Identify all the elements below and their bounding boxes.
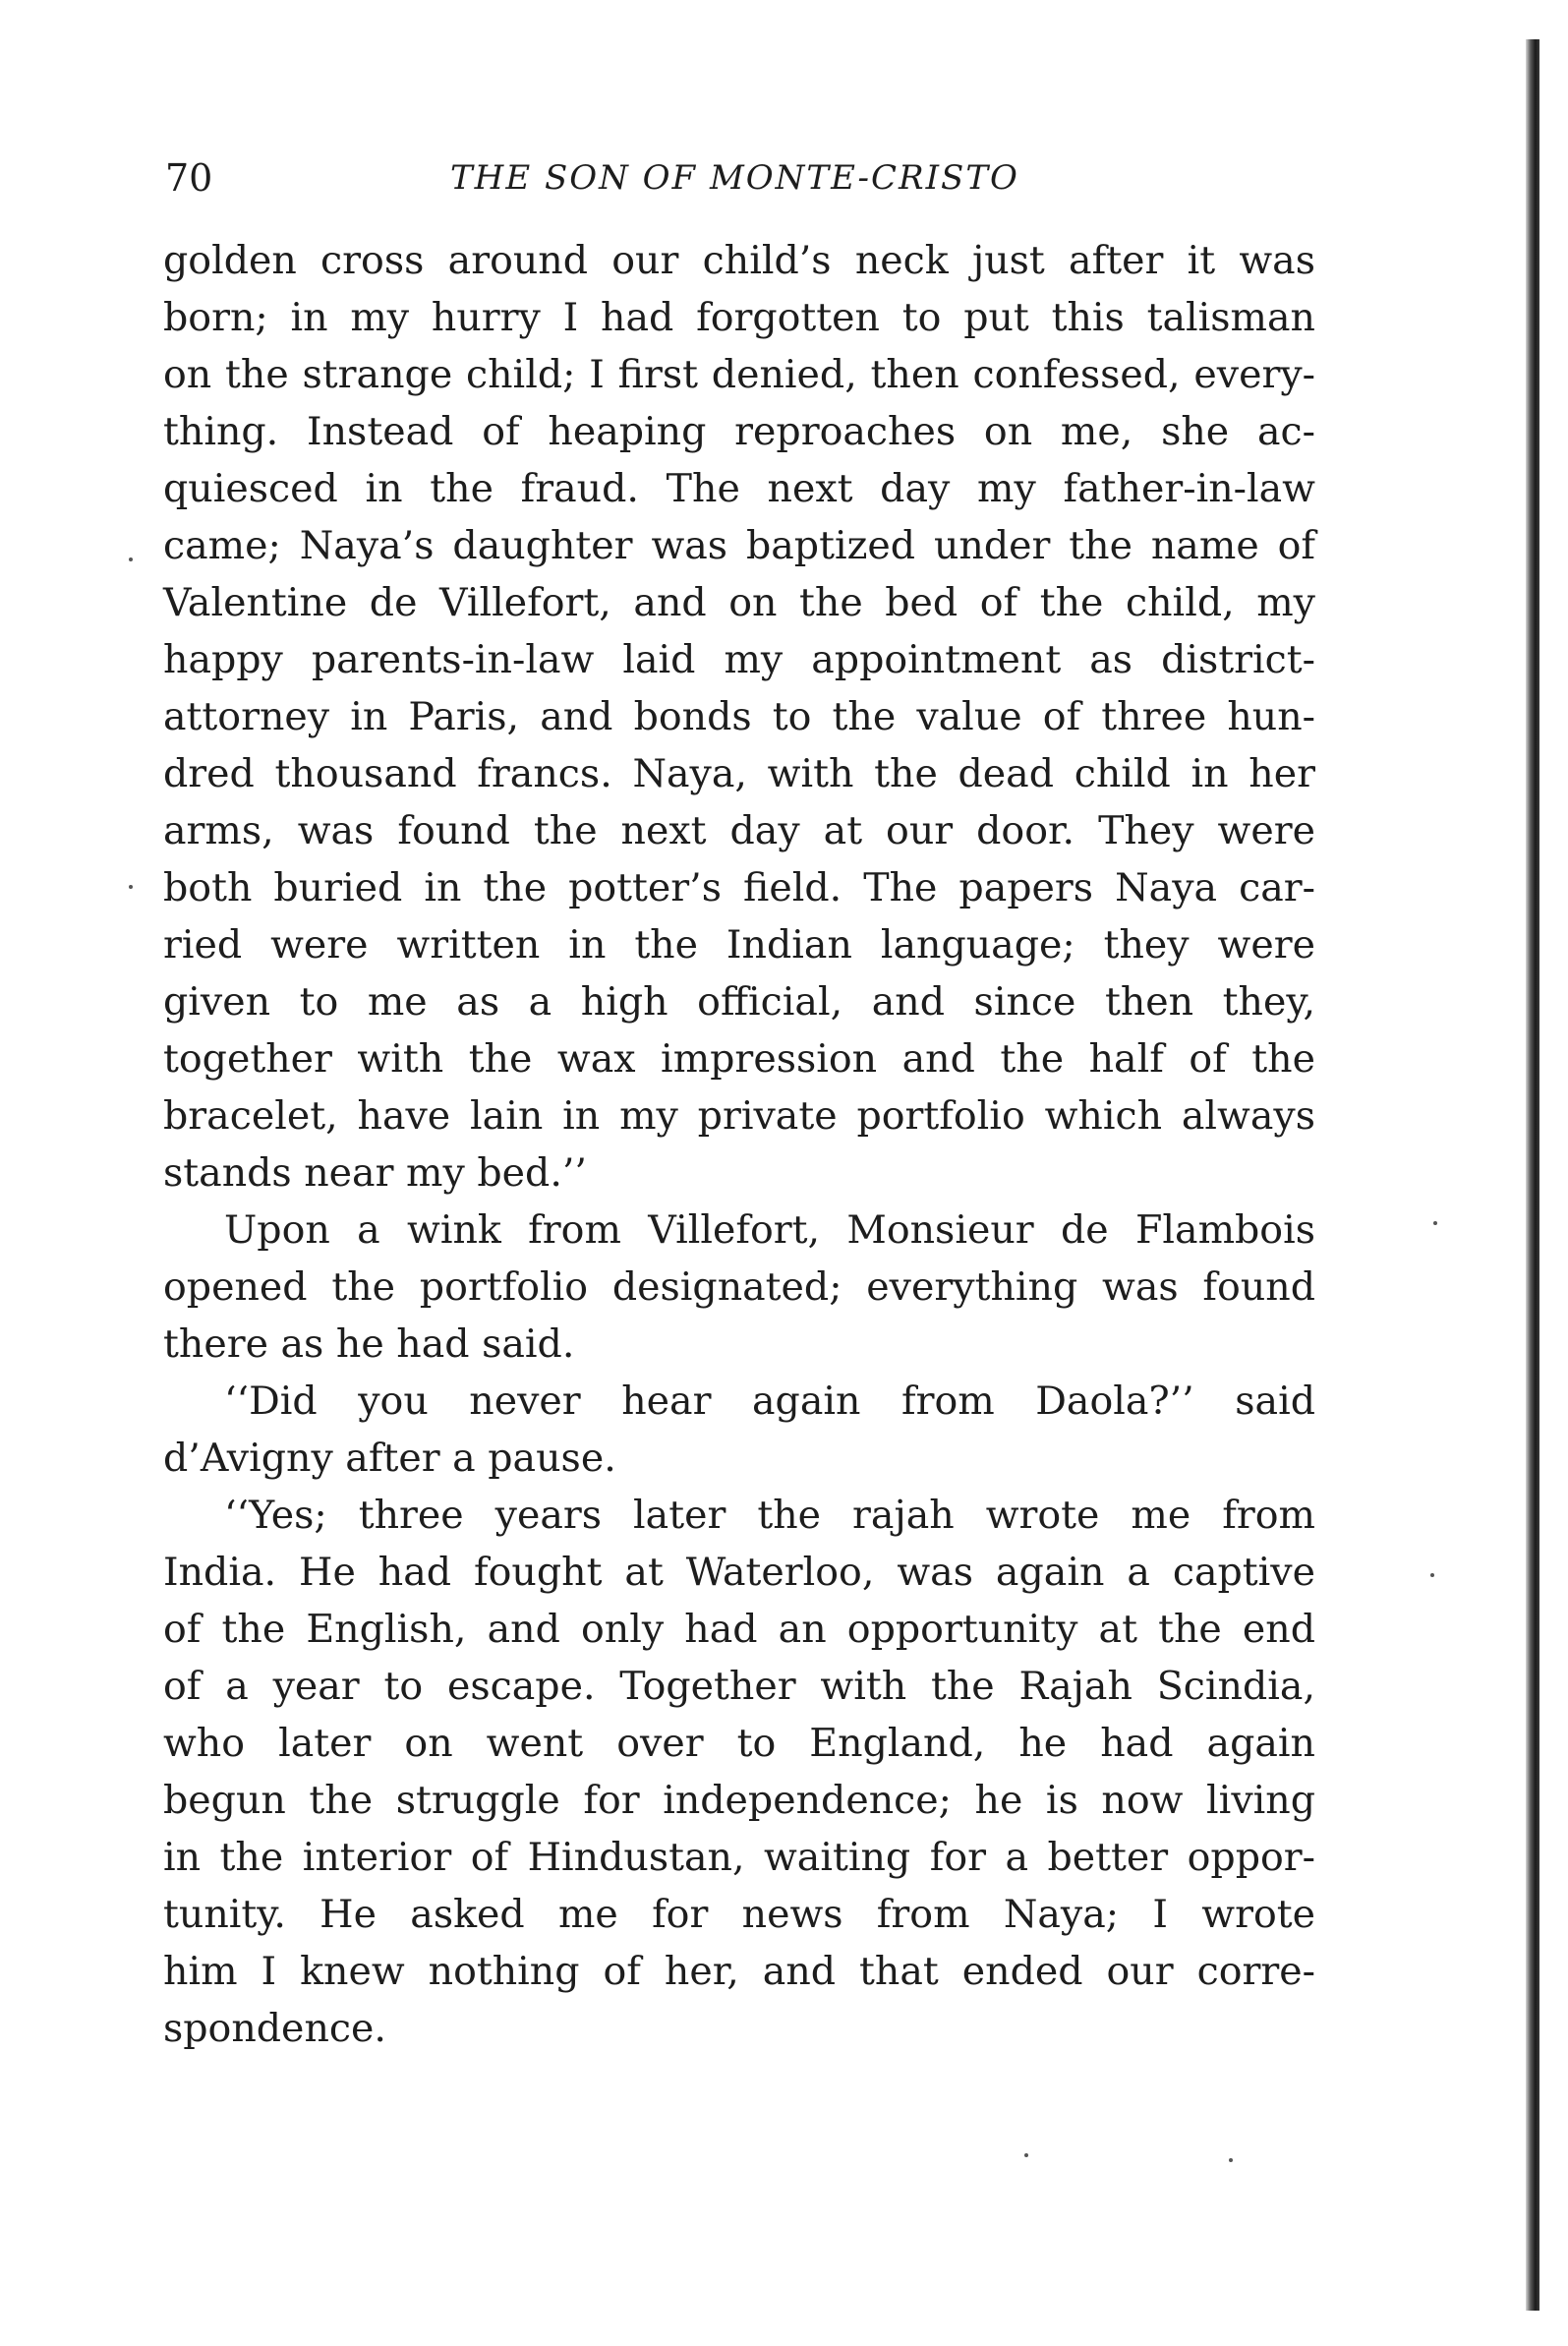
text-line: golden cross around our child’s neck just after it was (163, 238, 1315, 283)
text-line: ried were written in the Indian language; they were (163, 922, 1315, 968)
text-line: Upon a wink from Villefort, Monsieur de Flambois (224, 1207, 1315, 1253)
text-line: d’Avigny after a pause. (163, 1436, 616, 1481)
ink-speck (1229, 2158, 1233, 2162)
text-line: happy parents-in-law laid my appointment as district- (163, 637, 1315, 682)
text-line: came; Naya’s daughter was baptized under the name of (163, 523, 1315, 568)
text-line: attorney in Paris, and bonds to the value of three hun- (163, 694, 1315, 739)
ink-speck (129, 557, 133, 561)
text-line: both buried in the potter’s field. The papers Naya car- (163, 865, 1315, 910)
ink-speck (1433, 1221, 1437, 1225)
text-line: bracelet, have lain in my private portfolio which always (163, 1093, 1315, 1139)
text-line: together with the wax impression and the half of the (163, 1036, 1315, 1082)
text-line: spondence. (163, 2006, 386, 2051)
text-line: ‘‘Yes; three years later the rajah wrote me from (224, 1493, 1315, 1538)
text-line: him I knew nothing of her, and that ended our corre- (163, 1949, 1315, 1994)
text-line: stands near my bed.’’ (163, 1150, 587, 1196)
text-line: Valentine de Villefort, and on the bed of the child, my (163, 580, 1315, 625)
page-number: 70 (165, 156, 213, 200)
body-text (163, 232, 1315, 2057)
text-line: opened the portfolio designated; everything was found (163, 1264, 1315, 1310)
page-edge-shadow (1526, 39, 1539, 2311)
text-line: begun the struggle for independence; he is now living (163, 1778, 1315, 1823)
text-line: ‘‘Did you never hear again from Daola?’’ said (224, 1378, 1315, 1424)
text-line: quiesced in the fraud. The next day my father-in-law (163, 466, 1315, 511)
text-line: thing. Instead of heaping reproaches on me, she ac- (163, 409, 1315, 454)
text-line: tunity. He asked me for news from Naya; I wrote (163, 1892, 1315, 1937)
text-line: dred thousand francs. Naya, with the dead child in her (163, 751, 1315, 796)
ink-speck (1024, 2153, 1028, 2157)
text-line: in the interior of Hindustan, waiting for a better oppor- (163, 1835, 1315, 1880)
text-line: there as he had said. (163, 1321, 575, 1367)
text-line: given to me as a high official, and since then they, (163, 979, 1315, 1025)
text-line: of the English, and only had an opportunity at the end (163, 1607, 1315, 1652)
text-line: who later on went over to England, he had again (163, 1721, 1315, 1766)
running-head: THE SON OF MONTE-CRISTO (450, 158, 1019, 198)
text-line: of a year to escape. Together with the Rajah Scindia, (163, 1664, 1315, 1709)
ink-speck (129, 885, 133, 889)
page-header (165, 153, 1315, 203)
text-line: arms, was found the next day at our door. They were (163, 808, 1315, 853)
ink-speck (1430, 1573, 1434, 1577)
text-line: born; in my hurry I had forgotten to put this talisman (163, 295, 1315, 340)
text-line: on the strange child; I first denied, then confessed, every- (163, 352, 1315, 397)
text-line: India. He had fought at Waterloo, was again a captive (163, 1550, 1315, 1595)
